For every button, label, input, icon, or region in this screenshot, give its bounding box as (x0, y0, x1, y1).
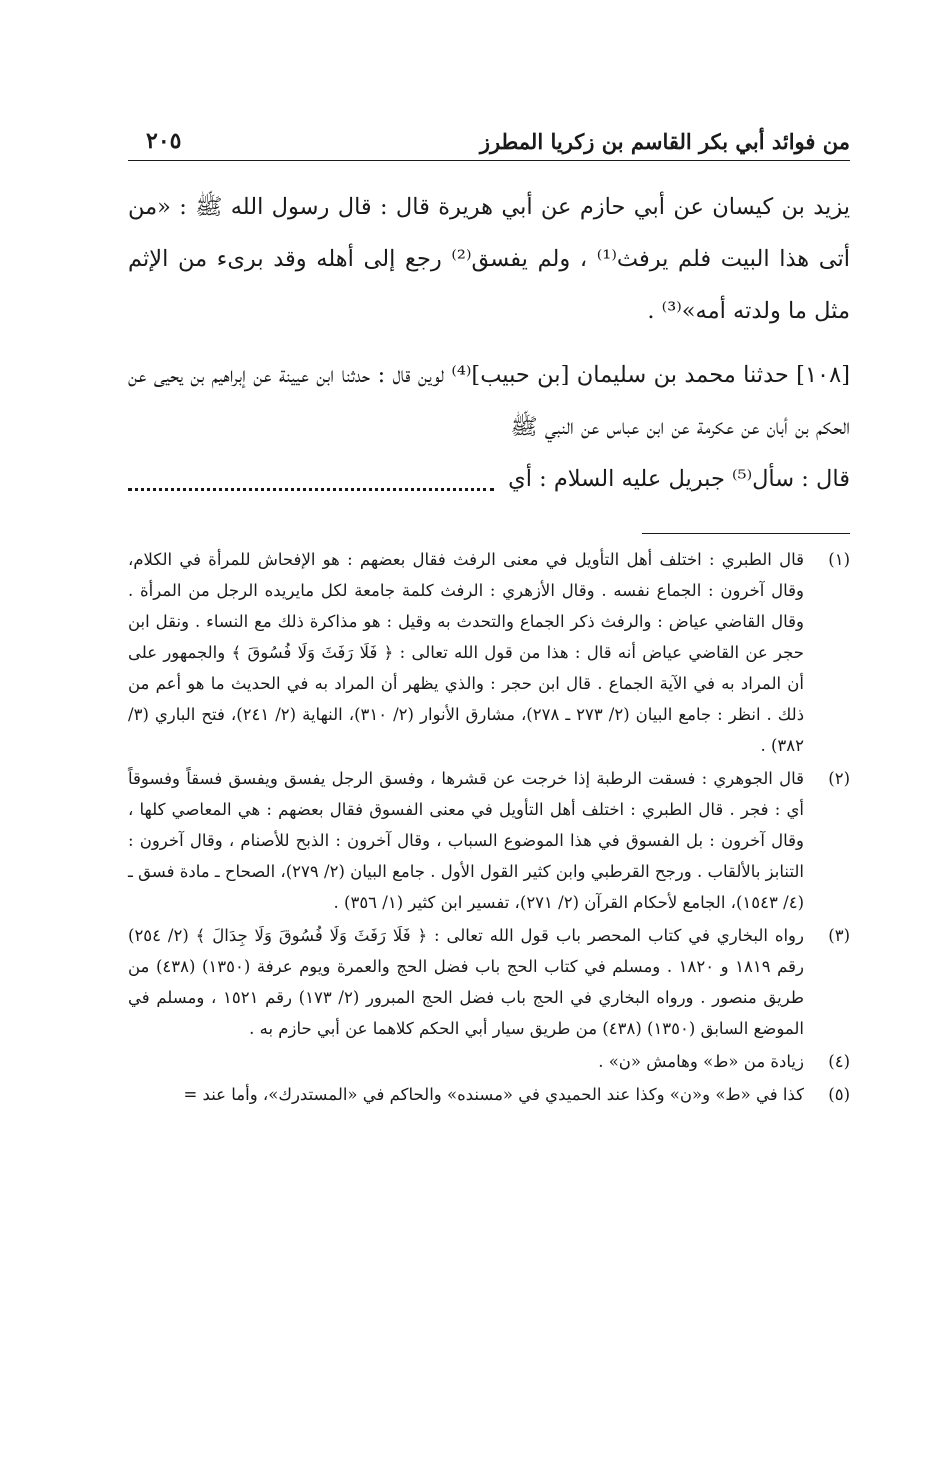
dotted-leader (128, 487, 494, 491)
footnote-1 (128, 544, 850, 761)
footnote-2 (128, 763, 850, 918)
running-head (128, 108, 850, 161)
footnote-text: قال الجوهري : فسقت الرطبة إذا خرجت عن قشرها ، وفسق الرجل يفسق ويفسق فسقاً وفسوقاً أي : فجر . قال الطبري : اختلف أهل التأويل في معنى الفسوق فقال بعضهم : هي المعاصي كلها ، وقال آخرون : بل الفسوق في هذا الموضوع السباب ، وقال آخرون : الذبح للأصنام ، وقال آخرون : التنابز بالألقاب . ورجح القرطبي وابن كثير القول الأول . جامع البيان (٢/ ٢٧٩)، الصحاح ـ مادة فسق ـ (٤/ ١٥٤٣)، الجامع لأحكام القرآن (٢/ ٢٧١)، تفسير ابن كثير (١/ ٣٥٦) . (128, 769, 804, 912)
hadith-paragraph-1: يزيد بن كيسان عن أبي حازم عن أبي هريرة قال : قال رسول الله ﷺ : «من أتى هذا البيت فلم يرفث⁽¹⁾ ، ولم يفسق⁽²⁾ رجع إلى أهله وقد برىء من الإثم مثل ما ولدته أمه»⁽³⁾ . (128, 194, 851, 324)
page-number: ٢٠٥ (146, 128, 182, 154)
hadith-paragraph-2-tail-line (128, 453, 850, 505)
footnote-3 (128, 920, 850, 1044)
running-title: من فوائد أبي بكر القاسم بن زكريا المطرز (479, 129, 850, 154)
footnote-number: (٣) (828, 926, 850, 945)
main-text (128, 181, 850, 505)
footnote-text: زيادة من «ط» وهامش «ن» . (598, 1052, 804, 1071)
hadith-paragraph-2-tail: قال : سأل⁽⁵⁾ جبريل عليه السلام : أي (508, 466, 850, 492)
footnote-text: قال الطبري : اختلف أهل التأويل في معنى الرفث فقال بعضهم : هو الإفحاش للمرأة في الكلام، وقال آخرون : الجماع نفسه . وقال الأزهري : الرفث كلمة جامعة لكل مايريده الرجل من المرأة . وقال القاضي عياض : والرفث ذكر الجماع والتحدث به وقيل : هو مذاكرة ذلك مع النساء . ونقل ابن حجر عن القاضي عياض أنه قال : هذا من قول الله تعالى : ﴿ فَلَا رَفَثَ وَلَا فُسُوقَ ﴾ والجمهور على أن المراد به في الآية الجماع . قال ابن حجر : والذي يظهر أن المراد به في الحديث ما هو أعم من ذلك . انظر : جامع البيان (٢/ ٢٧٣ ـ ٢٧٨)، مشارق الأنوار (٢/ ٣١٠)، النهاية (٢/ ٢٤١)، فتح الباري (٣/ ٣٨٢) . (128, 550, 805, 755)
hadith-paragraph-2-body: [١٠٨] حدثنا محمد بن سليمان [بن حبيب]⁽⁴⁾ لوين قال : حدثنا ابن عيينة عن إبراهيم بن يحيى عن الحكم بن أبان عن عكرمة عن ابن عباس عن النبي ﷺ (128, 362, 850, 440)
footnote-text: كذا في «ط» و«ن» وكذا عند الحميدي في «مسنده» والحاكم في «المستدرك»، وأما عند = (183, 1085, 804, 1104)
footnote-5 (128, 1079, 850, 1110)
hadith-paragraph-2 (128, 349, 850, 505)
footnote-separator (642, 533, 850, 534)
footnote-number: (١) (828, 550, 850, 569)
footnote-number: (٤) (828, 1052, 850, 1071)
book-page (128, 108, 850, 1110)
footnote-4 (128, 1046, 850, 1077)
footnotes (128, 544, 850, 1110)
footnote-text: رواه البخاري في كتاب المحصر باب قول الله تعالى : ﴿ فَلَا رَفَثَ وَلَا فُسُوقَ وَلَا جِدَالَ ﴾ (٢/ ٢٥٤) رقم ١٨١٩ و ١٨٢٠ . ومسلم في كتاب الحج باب فضل الحج والعمرة ويوم عرفة (١٣٥٠) (٤٣٨) من طريق منصور . ورواه البخاري في الحج باب فضل الحج المبرور (٢/ ١٧٣) رقم ١٥٢١ ، ومسلم في الموضع السابق (١٣٥٠) (٤٣٨) من طريق سيار أبي الحكم كلاهما عن أبي حازم به . (128, 926, 805, 1038)
footnote-number: (٥) (828, 1085, 850, 1104)
footnote-number: (٢) (828, 769, 850, 788)
